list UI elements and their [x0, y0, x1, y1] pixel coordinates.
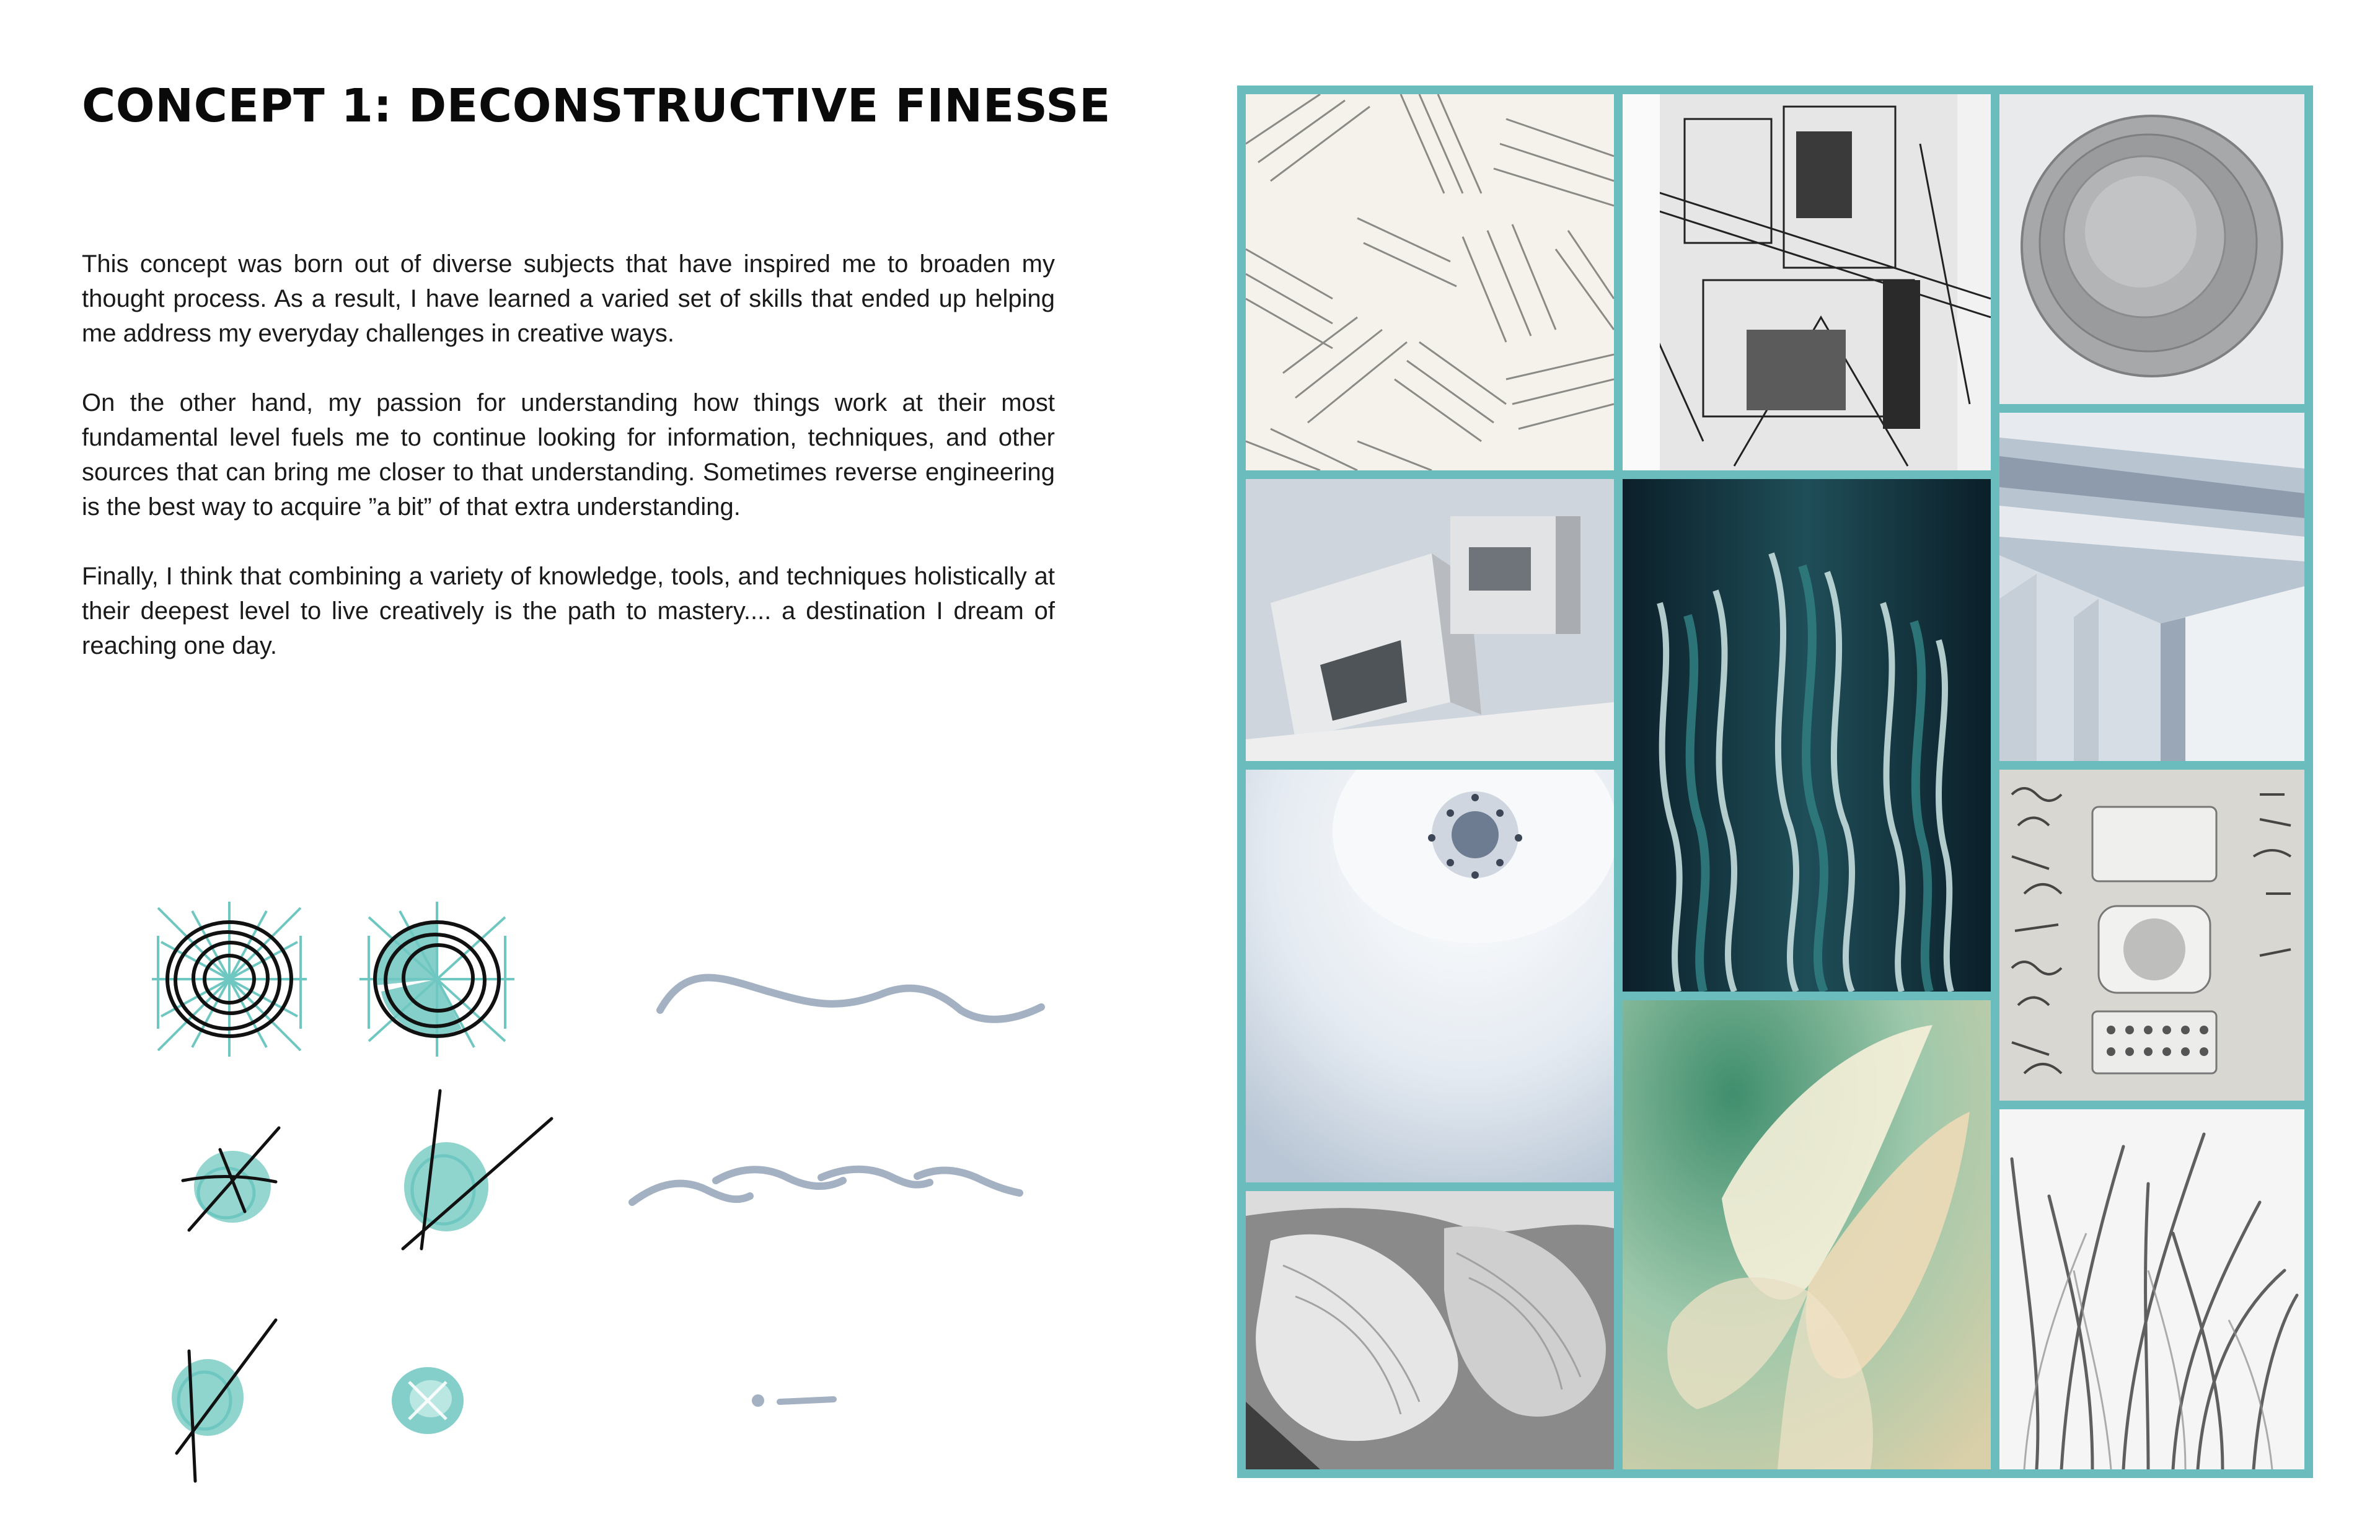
- geometric-pattern-image: [1246, 94, 1614, 470]
- paragraph-2: On the other hand, my passion for understanding how things work at their most fundamental level fuels me to continue looking for information, techniques, and other sources that can bring me closer to that understanding. Sometimes reverse engineering is the best way to acquire ”a bit” of that extra understanding.: [82, 389, 1055, 521]
- stacked-stone-plates-image: [1999, 94, 2304, 404]
- paragraph-1: This concept was born out of diverse subjects that have inspired me to broaden my thought process. As a result, I have learned a varied set of skills that ended up helping me address my everyday challenges in creative ways.: [82, 250, 1055, 347]
- deconstructed-typewriter-image: [1999, 770, 2304, 1101]
- soft-green-petals-image: [1623, 1000, 1991, 1469]
- slashed-circle-sketch: [403, 1091, 552, 1249]
- concentric-circles-sketch: [152, 902, 307, 1057]
- concept-description: [82, 247, 1055, 698]
- wave-line-sketch: [660, 978, 1041, 1019]
- silver-petals-image: [1246, 1191, 1614, 1469]
- sketch-studies: [112, 886, 1054, 1506]
- moodboard: [1237, 86, 2313, 1478]
- dot-dash-sketch: [752, 1394, 834, 1407]
- reflective-tower-abstract-image: [1623, 479, 1991, 992]
- broken-wave-sketch: [632, 1169, 1020, 1202]
- abstract-architecture-drawing-image: [1623, 94, 1991, 470]
- crossed-circle-sketch: [183, 1128, 279, 1230]
- small-teal-circle-sketch: [392, 1367, 464, 1434]
- paragraph-3: Finally, I think that combining a variety of knowledge, tools, and techniques holistically at their deepest level to live creatively is the path to mastery.... a destination I dream of reaching one day.: [82, 563, 1055, 659]
- white-anemone-flower-image: [1246, 770, 1614, 1182]
- slashed-oval-sketch: [172, 1320, 276, 1481]
- filled-concentric-circles-sketch: [359, 902, 514, 1057]
- page-title: CONCEPT 1: DECONSTRUCTIVE FINESSE: [82, 79, 1111, 133]
- white-corridor-interior-image: [1999, 413, 2304, 761]
- white-modern-building-image: [1246, 479, 1614, 761]
- grass-xray-image: [1999, 1109, 2304, 1469]
